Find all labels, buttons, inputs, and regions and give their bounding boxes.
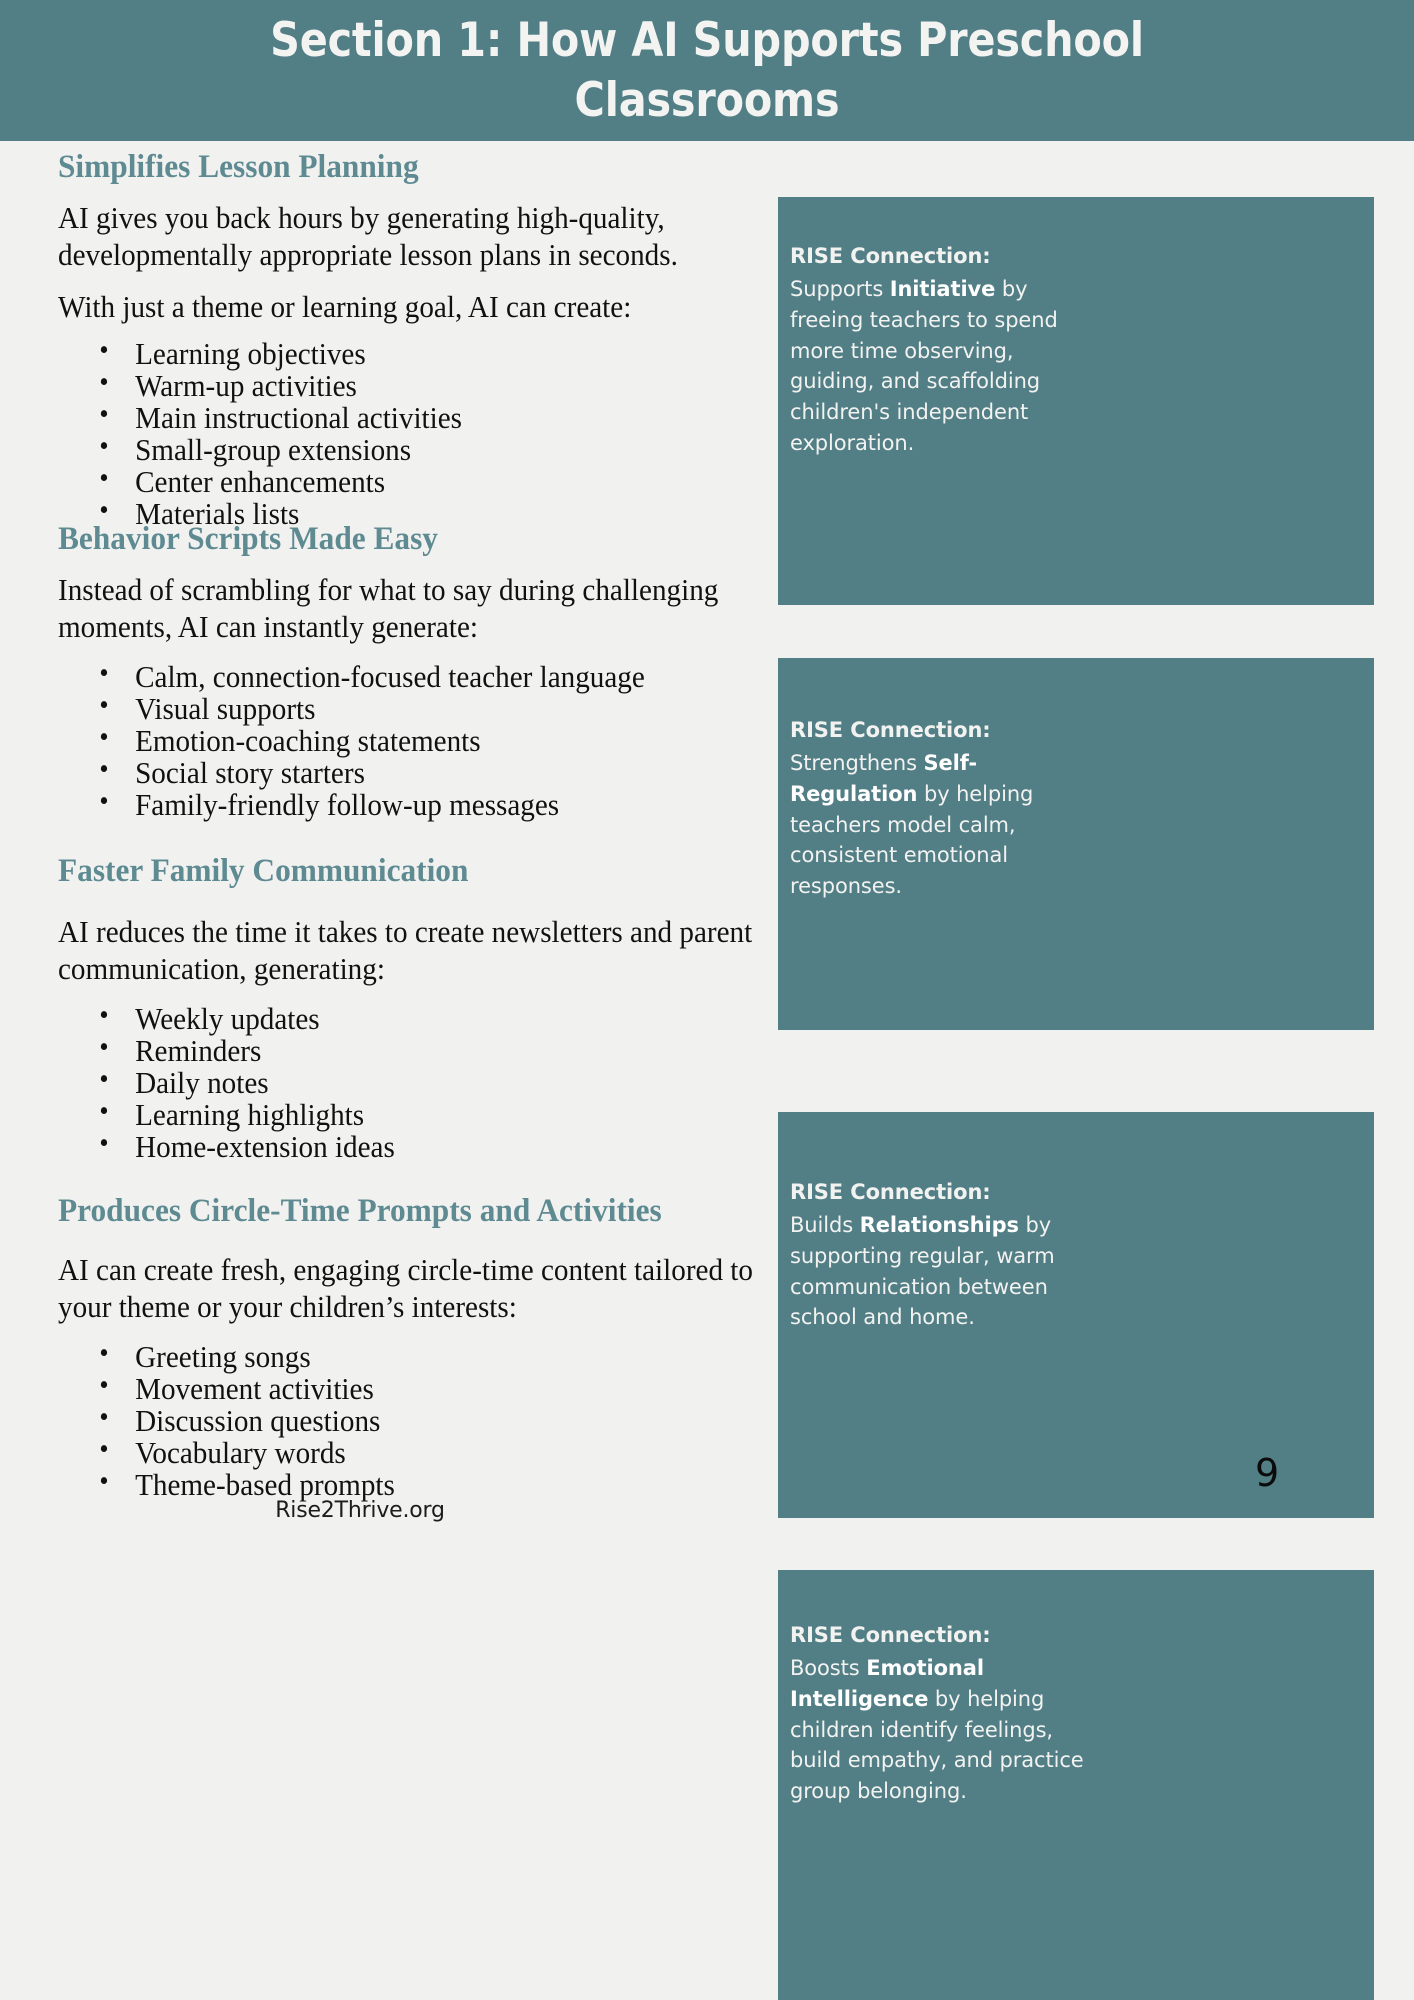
rise-text-before: Builds	[790, 1212, 860, 1237]
section-intro-secondary: With just a theme or learning goal, AI can create:	[58, 289, 632, 325]
rise-text-emphasis: Emotional Intelligence	[790, 1655, 984, 1711]
section-intro: Instead of scrambling for what to say during challenging moments, AI can instantly generate:	[58, 571, 719, 644]
section-faster-family-communication	[58, 853, 763, 1163]
rise-text-after: by freeing teachers to spend more time observing, guiding, and scaffolding children's independent exploration.	[790, 276, 1058, 456]
section-heading: Simplifies Lesson Planning	[58, 149, 419, 185]
list-item: • Learning highlights	[96, 1099, 810, 1130]
rise-connection-content	[790, 1177, 1090, 1333]
section-heading: Faster Family Communication	[58, 853, 469, 889]
bullet-list	[58, 1339, 810, 1503]
header-banner	[0, 0, 1414, 141]
rise-text-after: by supporting regular, warm communication between school and home.	[790, 1212, 1055, 1330]
rise-connection-text	[790, 277, 1058, 455]
rise-connection-box-1	[778, 197, 1374, 605]
rise-text-after: by helping children identify feelings, build empathy, and practice group belonging.	[790, 1686, 1084, 1804]
section-behavior-scripts-made-easy	[58, 521, 763, 821]
list-item: • Family-friendly follow-up messages	[96, 789, 810, 820]
rise-connection-label: RISE Connection:	[790, 1623, 991, 1647]
list-item: • Greeting songs	[96, 1341, 810, 1372]
rise-connection-box-3	[778, 1112, 1374, 1518]
rise-connection-box-2	[778, 658, 1374, 1030]
section-simplifies-lesson-planning	[58, 149, 763, 530]
list-item: • Daily notes	[96, 1067, 810, 1098]
bullet-list	[58, 335, 810, 531]
rise-connection-text	[790, 1213, 1055, 1330]
list-item: • Movement activities	[96, 1373, 810, 1404]
rise-text-emphasis: Relationships	[859, 1212, 1019, 1237]
rise-connection-box-4	[778, 1570, 1374, 2000]
list-item: • Center enhancements	[96, 466, 810, 497]
rise-text-after: by helping teachers model calm, consistent emotional responses.	[790, 781, 1034, 899]
list-item: • Materials lists	[96, 498, 810, 529]
bullet-list	[58, 659, 810, 823]
rise-connection-text	[790, 1656, 1084, 1803]
list-item: • Calm, connection-focused teacher language	[96, 661, 810, 692]
section-heading: Produces Circle-Time Prompts and Activities	[58, 1193, 662, 1229]
rise-text-emphasis: Self-Regulation	[790, 750, 978, 806]
list-item: • Weekly updates	[96, 1003, 810, 1034]
rise-connection-label: RISE Connection:	[790, 244, 991, 268]
section-intro: AI reduces the time it takes to create newsletters and parent communication, generating:	[58, 913, 753, 986]
list-item: • Home-extension ideas	[96, 1131, 810, 1162]
rise-connection-content	[790, 241, 1090, 459]
rise-connection-content	[790, 1620, 1090, 1807]
rise-text-emphasis: Initiative	[889, 276, 996, 301]
page-title: Section 1: How AI Supports Preschool Classrooms	[270, 13, 1144, 128]
list-item: • Learning objectives	[96, 338, 810, 369]
list-item: • Reminders	[96, 1035, 810, 1066]
list-item: • Theme-based prompts	[96, 1469, 810, 1500]
bullet-list	[58, 1001, 810, 1165]
list-item: • Main instructional activities	[96, 402, 810, 433]
rise-connection-label: RISE Connection:	[790, 718, 991, 742]
list-item: • Vocabulary words	[96, 1437, 810, 1468]
section-circle-time-prompts	[58, 1193, 763, 1501]
list-item: • Emotion-coaching statements	[96, 725, 810, 756]
list-item: • Visual supports	[96, 693, 810, 724]
rise-connection-content	[790, 715, 1090, 902]
list-item: • Social story starters	[96, 757, 810, 788]
section-intro: AI gives you back hours by generating high-quality, developmentally appropriate lesson plans in seconds.	[58, 199, 678, 272]
list-item: • Small-group extensions	[96, 434, 810, 465]
rise-text-before: Supports	[790, 276, 890, 301]
rise-text-before: Strengthens	[790, 750, 924, 775]
rise-connection-text	[790, 751, 1033, 898]
rise-text-before: Boosts	[790, 1655, 867, 1680]
page-body	[0, 141, 1414, 2000]
list-item: • Discussion questions	[96, 1405, 810, 1436]
section-heading: Behavior Scripts Made Easy	[58, 521, 438, 557]
footer-site-name: Rise2Thrive.org	[275, 1498, 445, 1523]
rise-connection-label: RISE Connection:	[790, 1180, 991, 1204]
list-item: • Warm-up activities	[96, 370, 810, 401]
page-number: 9	[1255, 1451, 1280, 1495]
section-intro: AI can create fresh, engaging circle-time content tailored to your theme or your children’s interests:	[58, 1251, 753, 1324]
